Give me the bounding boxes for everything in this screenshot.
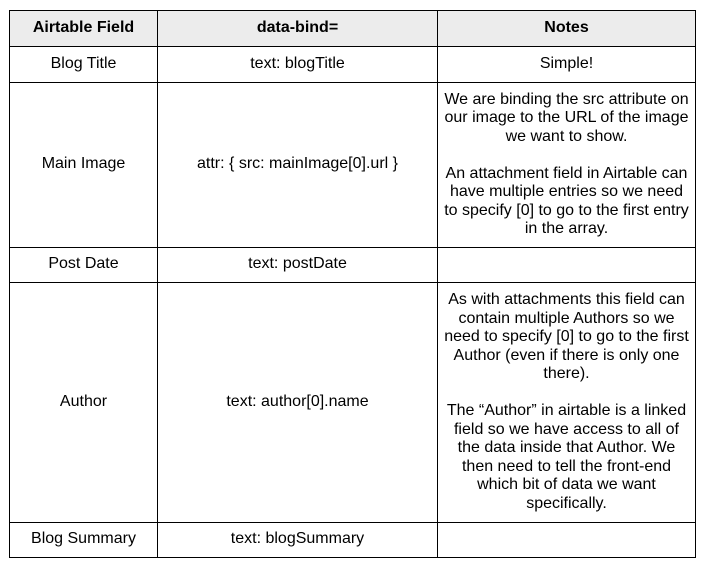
binding-table-container xyxy=(9,10,696,558)
table-row-author xyxy=(10,282,696,522)
notes-paragraph: The “Author” in airtable is a linked field so we have access to all of the data inside that Author. We then need to tell the front-end which bit of data we want specifically. xyxy=(446,402,687,512)
bind-cell: text: author[0].name xyxy=(158,282,438,522)
table-header-row xyxy=(10,11,696,47)
bind-cell: text: blogTitle xyxy=(158,47,438,83)
field-cell: Author xyxy=(10,282,158,522)
notes-cell xyxy=(438,47,696,83)
bind-cell: text: postDate xyxy=(158,247,438,282)
header-data-bind: data-bind= xyxy=(158,11,438,47)
table-row-blog-title xyxy=(10,47,696,83)
notes-paragraph: As with attachments this field can contain multiple Authors so we need to specify [0] to go to the first Author (even if there is only one there). xyxy=(444,291,689,382)
table-row-main-image xyxy=(10,82,696,247)
field-cell: Blog Title xyxy=(10,47,158,83)
header-notes: Notes xyxy=(438,11,696,47)
binding-table xyxy=(9,10,696,558)
table-row-post-date xyxy=(10,247,696,282)
notes-cell xyxy=(438,82,696,247)
field-cell: Blog Summary xyxy=(10,522,158,557)
bind-cell: text: blogSummary xyxy=(158,522,438,557)
notes-cell xyxy=(438,282,696,522)
field-cell: Post Date xyxy=(10,247,158,282)
notes-cell xyxy=(438,522,696,557)
header-airtable-field: Airtable Field xyxy=(10,11,158,47)
table-row-blog-summary xyxy=(10,522,696,557)
bind-cell: attr: { src: mainImage[0].url } xyxy=(158,82,438,247)
notes-cell xyxy=(438,247,696,282)
field-cell: Main Image xyxy=(10,82,158,247)
notes-paragraph: An attachment field in Airtable can have multiple entries so we need to specify [0] to go to the first entry in the array. xyxy=(444,164,689,237)
notes-paragraph: Simple! xyxy=(539,55,594,72)
notes-paragraph: We are binding the src attribute on our image to the URL of the image we want to show. xyxy=(444,90,689,145)
